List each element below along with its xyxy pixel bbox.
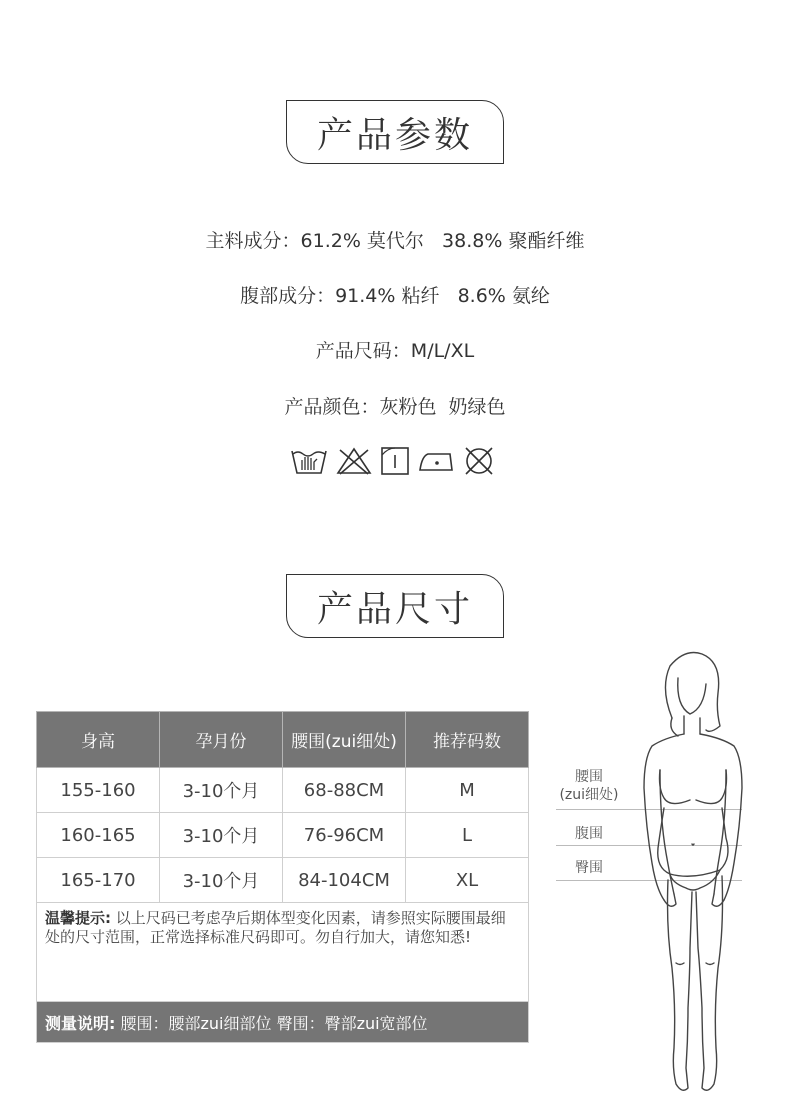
size-section-title: 产品尺寸: [286, 574, 504, 638]
hand-wash-icon: [290, 446, 328, 476]
care-icons: [290, 444, 496, 478]
cell-waist: 76-96CM: [283, 813, 406, 858]
size-table-header: [37, 712, 529, 768]
no-bleach-icon: [336, 446, 372, 476]
measure-cell: [37, 1002, 529, 1043]
pregnant-woman-figure: [630, 648, 760, 1098]
tip-label: 温馨提示:: [45, 909, 111, 927]
header-size: 推荐码数: [406, 712, 529, 768]
belly-label: 腹围: [575, 826, 603, 842]
line-dry-icon: [380, 446, 410, 476]
hip-label: 臀围: [575, 860, 603, 876]
tip-cell: [37, 903, 529, 1002]
cell-waist: 68-88CM: [283, 768, 406, 813]
cell-month: 3-10个月: [160, 858, 283, 903]
header-waist: 腰围(zui细处): [283, 712, 406, 768]
low-iron-icon: [418, 448, 454, 474]
header-month: 孕月份: [160, 712, 283, 768]
cell-size: L: [406, 813, 529, 858]
measure-label: 测量说明:: [45, 1013, 116, 1033]
cell-height: 165-170: [37, 858, 160, 903]
cell-waist: 84-104CM: [283, 858, 406, 903]
table-row: [37, 813, 529, 858]
cell-height: 155-160: [37, 768, 160, 813]
no-dry-clean-icon: [462, 444, 496, 478]
main-material-line: 主料成分：61.2% 莫代尔 38.8% 聚酯纤维: [205, 230, 585, 252]
table-row: [37, 858, 529, 903]
cell-month: 3-10个月: [160, 813, 283, 858]
table-row: [37, 768, 529, 813]
header-height: 身高: [37, 712, 160, 768]
size-table: [36, 711, 529, 1043]
cell-size: XL: [406, 858, 529, 903]
belly-material-line: 腹部成分：91.4% 粘纤 8.6% 氨纶: [240, 285, 550, 307]
color-line: 产品颜色：灰粉色 奶绿色: [284, 396, 506, 418]
cell-size: M: [406, 768, 529, 813]
params-section-title: 产品参数: [286, 100, 504, 164]
tip-text: 以上尺码已考虑孕后期体型变化因素，请参照实际腰围最细处的尺寸范围，正常选择标准尺码即可。勿自行加大，请您知悉!: [45, 909, 506, 946]
tip-row: [37, 903, 529, 1002]
cell-month: 3-10个月: [160, 768, 283, 813]
waist-label: 腰围 (zui细处): [559, 769, 619, 803]
measure-row: [37, 1002, 529, 1043]
size-line: 产品尺码：M/L/XL: [315, 340, 475, 362]
cell-height: 160-165: [37, 813, 160, 858]
measure-text: 腰围：腰部zui细部位 臀围：臀部zui宽部位: [115, 1013, 428, 1033]
